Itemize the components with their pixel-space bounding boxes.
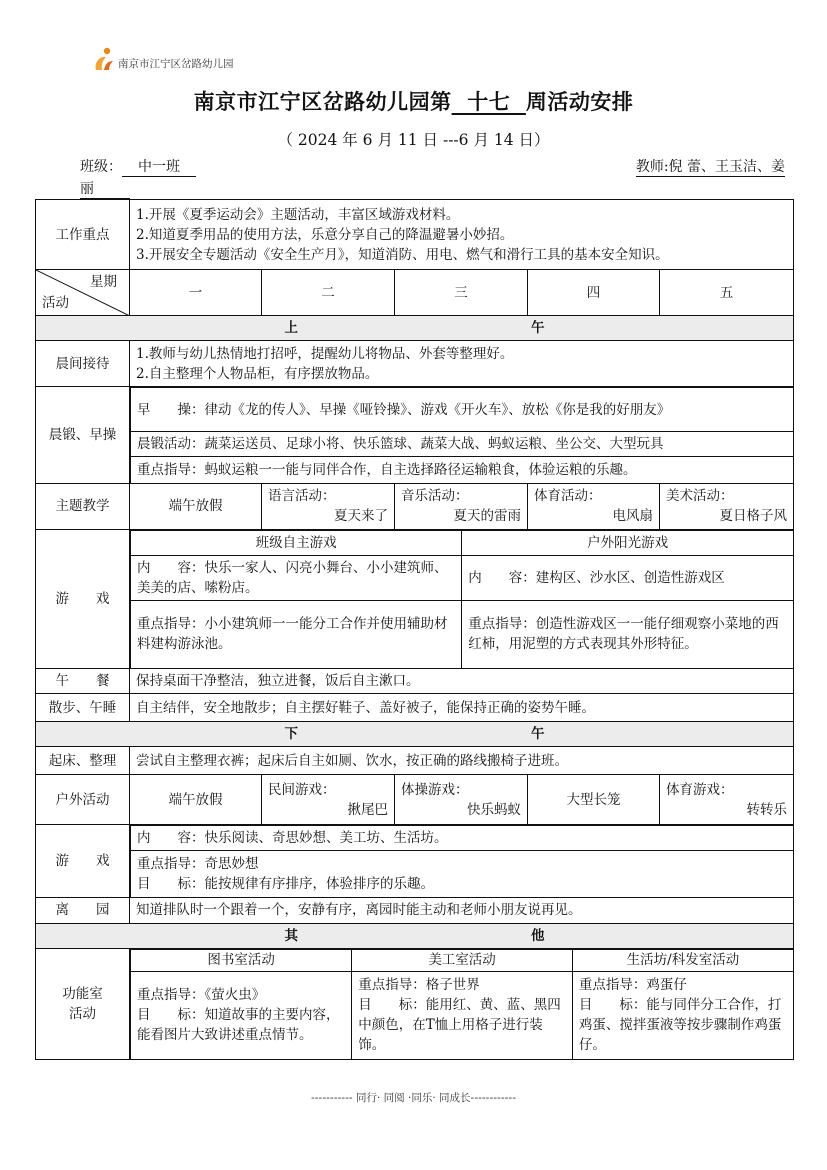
afternoon-games-guide: 重点指导：奇思妙想 目 标：能按规律有序排序，体验排序的乐趣。 (131, 851, 794, 897)
afternoon-section-header: 下 午 (36, 722, 794, 747)
work-focus-label: 工作重点 (36, 200, 130, 270)
morning-reception-label: 晨间接待 (36, 341, 130, 387)
games-class-content: 内 容：快乐一家人、闪亮小舞台、小小建筑师、美美的店、嗦粉店。 (131, 555, 462, 600)
weekday-fri: 五 (660, 270, 794, 316)
class-value: 中一班 (122, 156, 196, 177)
theme-teaching-fri: 美术活动： 夏日格子风 (660, 483, 794, 529)
morning-exercise-guide: 重点指导：蚂蚁运粮一一能与同伴合作，自主选择路径运输粮食，体验运粮的乐趣。 (131, 457, 794, 483)
afternoon-section-row (36, 722, 794, 747)
outdoor-fri: 体育游戏： 转转乐 (660, 775, 794, 825)
library-room-title: 图书室活动 (131, 949, 352, 971)
outdoor-thu: 大型长笼 (528, 775, 660, 825)
theme-teaching-tue: 语言活动： 夏天来了 (262, 483, 395, 529)
games-class-title: 班级自主游戏 (131, 530, 462, 555)
other-section-row (36, 923, 794, 948)
life-room-title: 生活坊/科发室活动 (572, 949, 793, 971)
theme-teaching-label: 主题教学 (36, 483, 130, 529)
lunch-content: 保持桌面干净整洁，独立进餐，饭后自主漱口。 (130, 669, 794, 694)
work-focus-row (36, 200, 794, 270)
weekday-mon: 一 (130, 270, 262, 316)
morning-exercise-row (36, 387, 794, 484)
outdoor-label: 户外活动 (36, 775, 130, 825)
lunch-label: 午 餐 (36, 669, 130, 694)
morning-section-row (36, 316, 794, 341)
logo-icon (92, 46, 116, 72)
weekday-tue: 二 (262, 270, 395, 316)
page-title: 南京市江宁区岔路幼儿园第 十七 周活动安排 (193, 90, 634, 114)
games-outdoor-content: 内 容：建构区、沙水区、创造性游戏区 (462, 555, 793, 600)
games-row (36, 529, 794, 669)
morning-section-header: 上 午 (36, 316, 794, 341)
morning-exercise-label: 晨锻、早操 (36, 387, 130, 484)
outdoor-wed: 体操游戏： 快乐蚂蚁 (395, 775, 528, 825)
leave-label: 离 园 (36, 897, 130, 923)
nap-label: 散步、午睡 (36, 694, 130, 722)
afternoon-games-label: 游 戏 (36, 825, 130, 898)
nap-content: 自主结伴，安全地散步；自主摆好鞋子、盖好被子，能保持正确的姿势午睡。 (130, 694, 794, 722)
outdoor-tue: 民间游戏： 揪尾巴 (262, 775, 395, 825)
logo-text: 南京市江宁区岔路幼儿园 (118, 58, 234, 70)
leave-content: 知道排队时一个跟着一个，安静有序，离园时能主动和老师小朋友说再见。 (130, 897, 794, 923)
weekday-wed: 三 (395, 270, 528, 316)
theme-teaching-wed: 音乐活动： 夏天的雷雨 (395, 483, 528, 529)
weekday-thu: 四 (528, 270, 660, 316)
morning-reception-row (36, 341, 794, 387)
morning-exercise-activities: 晨锻活动：蔬菜运送员、足球小将、快乐篮球、蔬菜大战、蚂蚁运粮、坐公交、大型玩具 (131, 432, 794, 457)
theme-teaching-row (36, 483, 794, 529)
wakeup-label: 起床、整理 (36, 747, 130, 775)
work-focus-content: 1.开展《夏季运动会》主题活动，丰富区域游戏材料。 2.知道夏季用品的使用方法，乐意分享自己的降温避暑小妙招。 3.开展安全专题活动《安全生产月》，知道消防、用电、燃气和滑行工具的基本安全知识。 (130, 200, 794, 270)
leave-row (36, 897, 794, 923)
theme-teaching-thu: 体育活动： 电风扇 (528, 483, 660, 529)
teacher-info: 教师:倪 蕾、王玉洁、姜 (636, 156, 785, 177)
footer-slogan: ----------- 同行· 同阅 ·同乐· 同成长------------ (310, 1092, 516, 1104)
function-room-label: 功能室 活动 (36, 948, 130, 1060)
library-room-content: 重点指导：《萤火虫》 目 标：知道故事的主要内容，能看图片大致讲述重点情节。 (131, 971, 352, 1059)
weekly-schedule-table (35, 199, 794, 1060)
morning-exercise-drill: 早 操：律动《龙的传人》、早操《哑铃操》、游戏《开火车》、放松《你是我的好朋友》 (131, 388, 794, 432)
wakeup-row (36, 747, 794, 775)
games-label: 游 戏 (36, 529, 130, 669)
wakeup-content: 尝试自主整理衣裤；起床后自主如厕、饮水，按正确的路线搬椅子进班。 (130, 747, 794, 775)
afternoon-games-row (36, 825, 794, 898)
games-outdoor-guide: 重点指导：创造性游戏区一一能仔细观察小菜地的西红柿，用泥塑的方式表现其外形特征。 (462, 600, 793, 668)
week-number: 十七 (451, 90, 526, 114)
date-range: （ 2024 年 6 月 11 日 ---6 月 14 日） (277, 131, 550, 149)
class-info: 班级： 中一班 (80, 156, 196, 177)
morning-reception-content: 1.教师与幼儿热情地打招呼，提醒幼儿将物品、外套等整理好。 2.自主整理个人物品柜，有序摆放物品。 (130, 341, 794, 387)
other-section-header: 其 他 (36, 923, 794, 948)
lunch-row (36, 669, 794, 694)
diagonal-header-cell: 星期 活动 (36, 270, 130, 316)
kindergarten-logo (92, 46, 234, 72)
outdoor-mon: 端午放假 (130, 775, 262, 825)
art-room-content: 重点指导：格子世界 目 标：能用红、黄、蓝、黑四中颜色，在T恤上用格子进行装饰。 (352, 971, 573, 1059)
afternoon-games-content: 内 容：快乐阅读、奇思妙想、美工坊、生活坊。 (131, 826, 794, 851)
teacher-info-cont: 丽 (80, 178, 130, 199)
art-room-title: 美工室活动 (352, 949, 573, 971)
life-room-content: 重点指导：鸡蛋仔 目 标：能与同伴分工合作，打鸡蛋、搅拌蛋液等按步骤制作鸡蛋仔。 (572, 971, 793, 1059)
nap-row (36, 694, 794, 722)
games-class-guide: 重点指导：小小建筑师一一能分工合作并使用辅助材料建构游泳池。 (131, 600, 462, 668)
theme-teaching-mon: 端午放假 (130, 483, 262, 529)
weekday-header-row (36, 270, 794, 316)
games-outdoor-title: 户外阳光游戏 (462, 530, 793, 555)
outdoor-row (36, 775, 794, 825)
function-room-row (36, 948, 794, 1060)
